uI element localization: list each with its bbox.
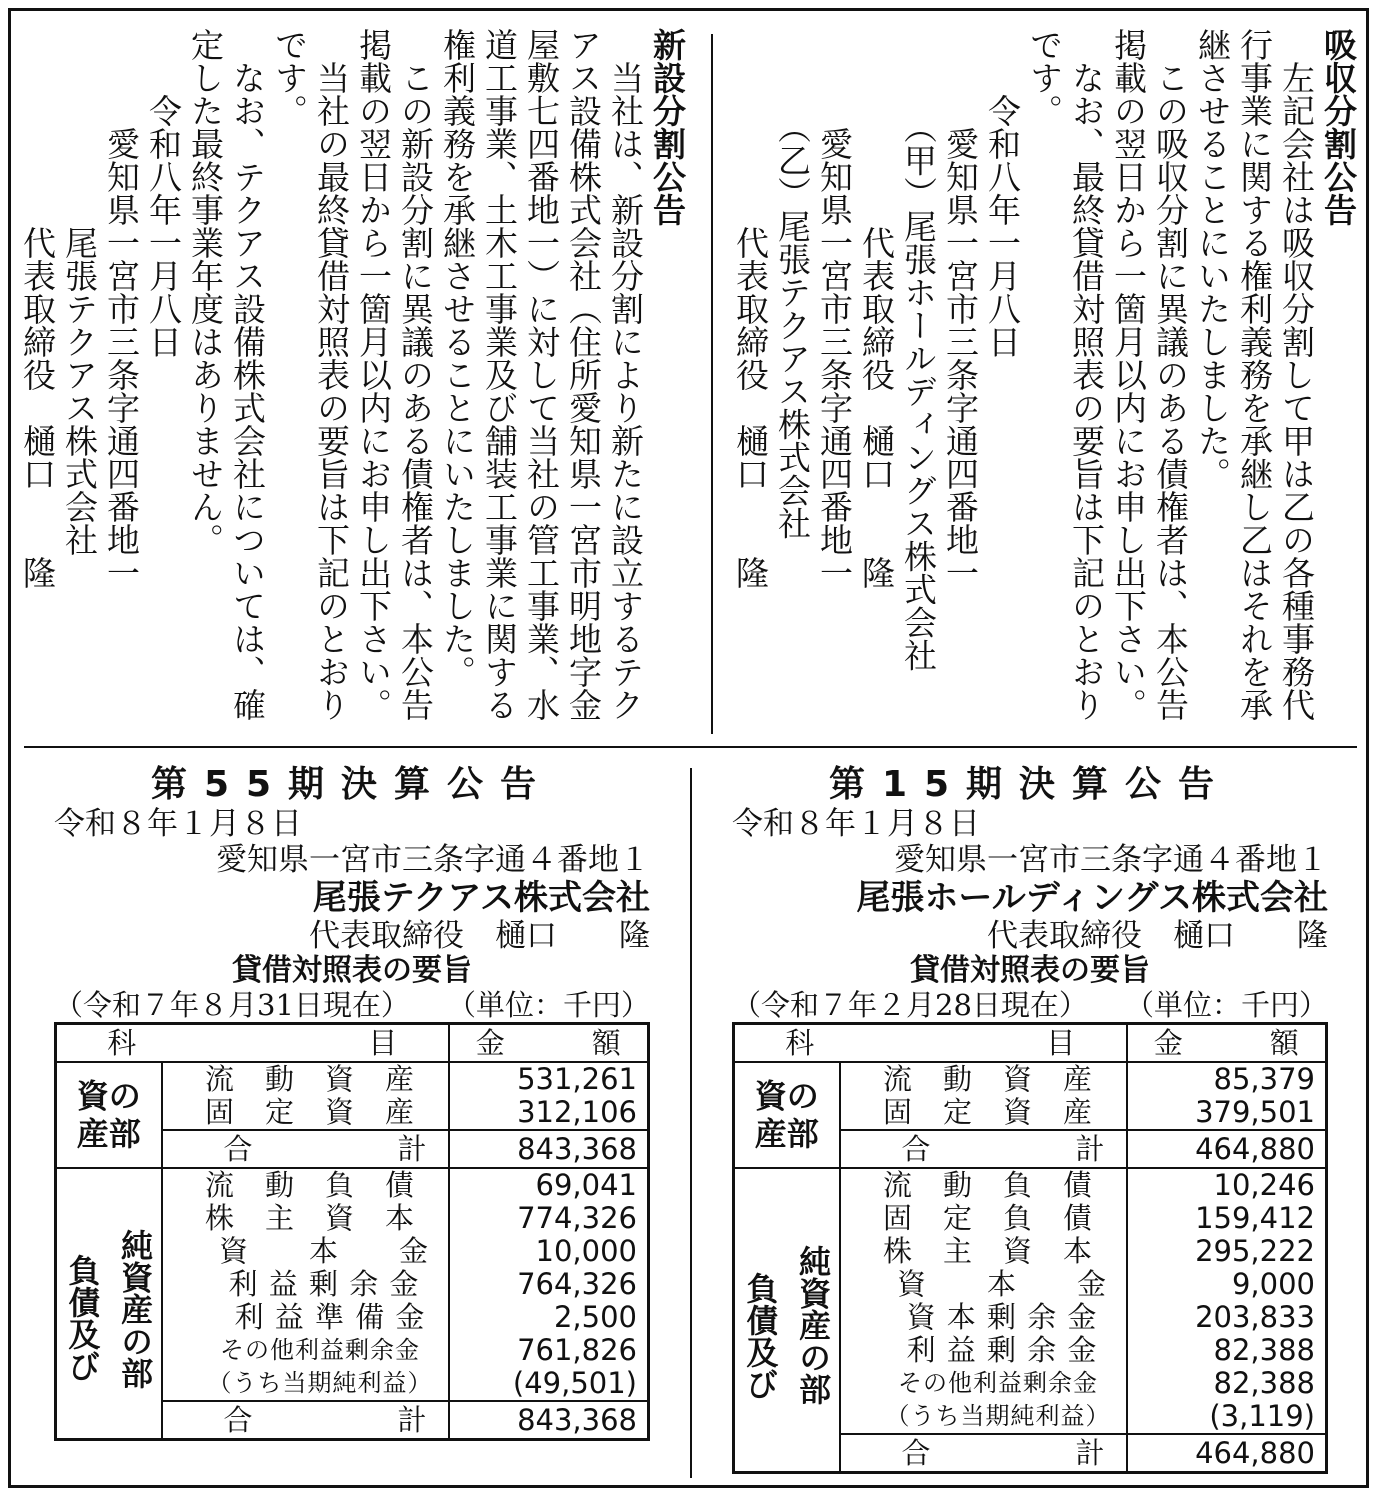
left-bs-caption xyxy=(54,988,650,1022)
liabilities-values xyxy=(1127,1168,1327,1434)
new-split-body: 当社は、新設分割により新たに設立するテクアス設備株式会社（住所愛知県一宮市明地字金屋敷七四番地一）に対して当社の管工事業、水道工事業、土木工事業及び舗装工事業に関する権利義務を承継させることにいたしました。 この新設分割に異議のある債権者は、本公告掲載の翌日から一箇月以内にお申し出下さい。 当社の最終貸借対照表の要旨は下記のとおりです。 なお、テクアス設備株式会社については、確定した最終事業年度はありません。 令和八年一月八日 愛知県一宮市三条字通四番地一 尾張テクアス株式会社 代表取締役 樋口 隆 xyxy=(18,28,645,721)
right-statement-address: 愛知県一宮市三条字通４番地１ xyxy=(894,842,1328,878)
line-item-value: 85,379 xyxy=(1213,1062,1315,1096)
line-item-label: 資 本 剰 余 金 xyxy=(906,1300,1098,1334)
liab-group-a: 純資産の部 xyxy=(794,1245,833,1405)
line-item-value: 10,000 xyxy=(535,1234,637,1268)
line-item-label: 資 本 金 xyxy=(896,1267,1107,1301)
line-item-label: その他利益剰余金 xyxy=(898,1369,1098,1397)
line-item-label: 利 益 準 備 金 xyxy=(234,1300,426,1334)
line-item-value: 2,500 xyxy=(553,1300,637,1334)
line-item-value: 764,326 xyxy=(517,1267,637,1301)
top-divider xyxy=(711,34,713,734)
right-statement-rep: 代表取締役 樋口 隆 xyxy=(987,918,1328,954)
liabilities-values xyxy=(449,1168,649,1401)
table-header-row xyxy=(56,1024,649,1063)
line-item-value: (49,501) xyxy=(512,1366,637,1400)
left-balance-sheet xyxy=(54,1022,650,1441)
line-item-value: 295,222 xyxy=(1195,1234,1315,1268)
left-unit: （単位：千円） xyxy=(446,988,650,1022)
absorption-split-heading: 吸収分割公告 xyxy=(1319,28,1358,226)
right-statement-date: 令和８年１月８日 xyxy=(732,806,980,842)
assets-labels xyxy=(162,1062,449,1130)
line-item-value: 531,261 xyxy=(517,1062,637,1096)
liab-total-value: 464,880 xyxy=(1127,1434,1327,1473)
left-statement-rep: 代表取締役 樋口 隆 xyxy=(309,918,650,954)
line-item-label: 利 益 剰 余 金 xyxy=(228,1267,420,1301)
line-item-label: 流 動 負 債 xyxy=(882,1168,1093,1202)
liabilities-group-cell xyxy=(734,1168,840,1473)
line-item-label: 固 定 負 債 xyxy=(882,1201,1093,1235)
line-item-value: 159,412 xyxy=(1195,1201,1315,1235)
right-balance-sheet xyxy=(732,1022,1328,1474)
line-item-label: （うち当期純利益） xyxy=(885,1402,1111,1430)
line-item-value: 774,326 xyxy=(517,1201,637,1235)
line-item-value: 379,501 xyxy=(1195,1095,1315,1129)
liabilities-labels xyxy=(840,1168,1127,1434)
left-financial-statement xyxy=(54,764,650,1441)
assets-values xyxy=(449,1062,649,1130)
left-statement-address: 愛知県一宮市三条字通４番地１ xyxy=(216,842,650,878)
new-split-heading: 新設分割公告 xyxy=(648,28,687,226)
col-amount-header: 金 額 xyxy=(1127,1024,1327,1063)
line-item-label: 固 定 資 産 xyxy=(882,1095,1093,1129)
line-item-label: 資 本 金 xyxy=(218,1234,429,1268)
line-item-label: （うち当期純利益） xyxy=(207,1369,433,1397)
line-item-value: 9,000 xyxy=(1231,1267,1315,1301)
liabilities-section xyxy=(56,1168,649,1401)
assets-total-value: 843,368 xyxy=(449,1130,649,1168)
line-item-label: 固 定 資 産 xyxy=(204,1095,415,1129)
liabilities-group-cell xyxy=(56,1168,162,1440)
line-item-label: 流 動 負 債 xyxy=(204,1168,415,1202)
bottom-divider xyxy=(690,768,692,1478)
line-item-value: 761,826 xyxy=(517,1333,637,1367)
assets-total-value: 464,880 xyxy=(1127,1130,1327,1168)
line-item-label: その他利益剰余金 xyxy=(220,1336,420,1364)
line-item-label: 利 益 剰 余 金 xyxy=(906,1333,1098,1367)
left-statement-company: 尾張テクアス株式会社 xyxy=(312,878,650,918)
liab-group-b: 負債及び xyxy=(63,1253,102,1382)
assets-total-label: 合 計 xyxy=(840,1130,1127,1168)
right-financial-statement xyxy=(732,764,1328,1474)
right-statement-title: 第15期決算公告 xyxy=(828,764,1232,805)
left-statement-title: 第55期決算公告 xyxy=(150,764,554,805)
assets-labels xyxy=(840,1062,1127,1130)
assets-group-cell: 資の 産部 xyxy=(734,1062,840,1168)
right-statement-company: 尾張ホールディングス株式会社 xyxy=(856,878,1328,918)
assets-section xyxy=(56,1062,649,1130)
liab-total-value: 843,368 xyxy=(449,1401,649,1440)
liabilities-labels xyxy=(162,1168,449,1401)
left-statement-date: 令和８年１月８日 xyxy=(54,806,302,842)
line-item-value: 312,106 xyxy=(517,1095,637,1129)
right-as-of: （令和７年２月28日現在） xyxy=(732,988,1088,1022)
liab-group-a: 純資産の部 xyxy=(116,1228,155,1389)
right-unit: （単位：千円） xyxy=(1124,988,1328,1022)
assets-group-cell: 資の 産部 xyxy=(56,1062,162,1168)
col-amount-header: 金 額 xyxy=(449,1024,649,1063)
col-item-header: 科 目 xyxy=(734,1024,1127,1063)
assets-total-label: 合 計 xyxy=(162,1130,449,1168)
line-item-value: 82,388 xyxy=(1213,1333,1315,1367)
line-item-value: 10,246 xyxy=(1213,1168,1315,1202)
right-bs-caption xyxy=(732,988,1328,1022)
left-as-of: （令和７年８月31日現在） xyxy=(54,988,410,1022)
left-bs-title: 貸借対照表の要旨 xyxy=(232,953,472,988)
line-item-label: 流 動 資 産 xyxy=(204,1062,415,1096)
line-item-value: 82,388 xyxy=(1213,1366,1315,1400)
line-item-value: 69,041 xyxy=(535,1168,637,1202)
right-bs-title: 貸借対照表の要旨 xyxy=(910,953,1150,988)
liab-group-b: 負債及び xyxy=(741,1272,780,1400)
assets-values xyxy=(1127,1062,1327,1130)
absorption-split-notice xyxy=(729,28,1359,728)
liab-total-label: 合 計 xyxy=(840,1434,1127,1473)
line-item-label: 流 動 資 産 xyxy=(882,1062,1093,1096)
new-split-notice xyxy=(20,28,688,728)
table-header-row xyxy=(734,1024,1327,1063)
absorption-split-body: 左記会社は吸収分割して甲は乙の各種事務代行事業に関する権利義務を承継し乙はそれを承継させることにいたしました。 この吸収分割に異議のある債権者は、本公告掲載の翌日から一箇月以内にお申し出下さい。 なお、最終貸借対照表の要旨は下記のとおりです。 令和八年一月八日 愛知県一宮市三条字通四番地一 （甲）尾張ホールディングス株式会社 代表取締役 樋口 隆 愛知県一宮市三条字通四番地一 （乙）尾張テクアス株式会社 代表取締役 樋口 隆 xyxy=(731,28,1316,721)
liab-total-label: 合 計 xyxy=(162,1401,449,1440)
liabilities-section xyxy=(734,1168,1327,1434)
line-item-value: (3,119) xyxy=(1209,1399,1315,1433)
horizontal-divider xyxy=(24,746,1357,748)
line-item-label: 株 主 資 本 xyxy=(204,1201,415,1235)
col-item-header: 科 目 xyxy=(56,1024,449,1063)
line-item-value: 203,833 xyxy=(1195,1300,1315,1334)
line-item-label: 株 主 資 本 xyxy=(882,1234,1093,1268)
assets-section xyxy=(734,1062,1327,1130)
